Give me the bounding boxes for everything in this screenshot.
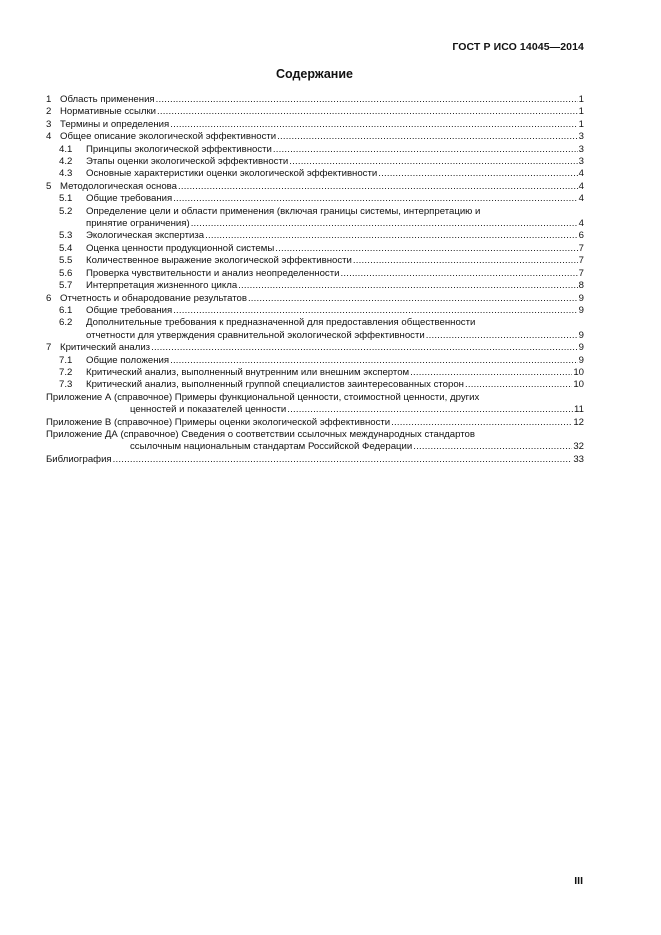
toc-entry-7[interactable] (46, 342, 584, 354)
toc-entry-6[interactable] (46, 293, 584, 305)
toc-entry-5[interactable] (46, 181, 584, 193)
toc-entry-title: Экологическая экспертиза (86, 230, 205, 242)
dot-leader (238, 280, 577, 292)
toc-entry-page: 33 (573, 453, 584, 465)
toc-entry-number: 2 (46, 106, 52, 118)
toc-entry-title: Общие положения (86, 354, 170, 366)
toc-entry-7-1[interactable] (46, 355, 584, 367)
toc-entry-title: Оценка ценности продукционной системы (86, 242, 275, 254)
toc-entry-number: 4.2 (59, 156, 73, 168)
toc-entry-number: 5.5 (59, 255, 73, 267)
dot-leader (157, 106, 578, 118)
toc-entry-title: Количественное выражение экологической эффективности (86, 255, 352, 267)
toc-entry-title: Отчетность и обнародование результатов (60, 292, 247, 304)
toc-entry-page: 7 (578, 242, 584, 254)
toc-entry-title-line1: Приложение А (справочное) Примеры функциональной ценности, стоимостной ценности, других (46, 391, 480, 403)
toc-appendix-da[interactable] (46, 429, 584, 454)
dot-leader (465, 379, 572, 391)
dot-leader (413, 441, 572, 453)
toc-entry-title: отчетности для утверждения сравнительной экологической эффективности (86, 329, 425, 341)
dot-leader (113, 454, 573, 466)
toc-entry-number: 5.4 (59, 242, 73, 254)
toc-entry-page: 6 (578, 230, 584, 242)
toc-entry-title: Этапы оценки экологической эффективности (86, 156, 289, 168)
toc-entry-number: 5.1 (59, 193, 73, 205)
dot-leader (170, 119, 577, 131)
toc-entry-page: 10 (573, 366, 584, 378)
toc-entry-number: 7 (46, 342, 52, 354)
dot-leader (277, 131, 578, 143)
toc-entry-number: 7.2 (59, 366, 73, 378)
dot-leader (340, 268, 577, 280)
page-number: III (574, 875, 583, 887)
toc-entry-4-1[interactable] (46, 144, 584, 156)
toc-entry-page: 9 (578, 354, 584, 366)
dot-leader (173, 193, 577, 205)
toc-entry-6-1[interactable] (46, 305, 584, 317)
page-title: Содержание (275, 67, 353, 81)
toc-entry-number: 5.6 (59, 267, 73, 279)
toc-entry-title: Библиография (46, 453, 112, 465)
dot-leader (378, 168, 577, 180)
dot-leader (151, 342, 578, 354)
dot-leader (426, 330, 578, 342)
toc-appendix-b[interactable] (46, 417, 584, 429)
dot-leader (273, 144, 578, 156)
toc-entry-page: 3 (578, 156, 584, 168)
toc-entry-title: Нормативные ссылки (60, 106, 157, 118)
dot-leader (156, 94, 578, 106)
document-header: ГОСТ Р ИСО 14045—2014 (452, 41, 584, 53)
toc-entry-number: 7.3 (59, 379, 73, 391)
toc-entry-number: 7.1 (59, 354, 73, 366)
toc-entry-5-7[interactable] (46, 280, 584, 292)
toc-entry-page: 10 (573, 379, 584, 391)
toc-appendix-a[interactable] (46, 392, 584, 417)
toc-entry-title: Методологическая основа (60, 180, 177, 192)
toc-entry-number: 4 (46, 131, 52, 143)
toc-entry-title-line1: Дополнительные требования к предназначенной для предоставления общественности (86, 317, 476, 329)
toc-entry-page: 11 (574, 404, 584, 416)
toc-entry-title: Термины и определения (60, 118, 170, 130)
toc-entry-5-4[interactable] (46, 243, 584, 255)
toc-entry-title: ссылочным национальным стандартам Российской Федерации (130, 441, 413, 453)
toc-entry-page: 7 (578, 267, 584, 279)
toc-entry-page: 4 (578, 168, 584, 180)
toc-entry-title: Общее описание экологической эффективности (60, 131, 277, 143)
toc-entry-4-2[interactable] (46, 156, 584, 168)
toc-entry-5-6[interactable] (46, 268, 584, 280)
toc-entry-number: 6.2 (59, 317, 73, 329)
toc-entry-3[interactable] (46, 119, 584, 131)
toc-entry-page: 8 (578, 280, 584, 292)
toc-entry-title: Интерпретация жизненного цикла (86, 280, 238, 292)
dot-leader (353, 255, 578, 267)
toc-entry-title: Проверка чувствительности и анализ неопределенности (86, 267, 340, 279)
toc-entry-page: 4 (578, 218, 584, 230)
toc-entry-page: 3 (578, 131, 584, 143)
toc-entry-4-3[interactable] (46, 168, 584, 180)
toc-entry-title: Критический анализ, выполненный внутренним или внешним экспертом (86, 366, 410, 378)
dot-leader (191, 218, 578, 230)
toc-entry-5-1[interactable] (46, 193, 584, 205)
toc-entry-title-line1: Определение цели и области применения (включая границы системы, интерпретацию и (86, 205, 481, 217)
dot-leader (170, 355, 578, 367)
toc-entry-page: 9 (578, 342, 584, 354)
dot-leader (173, 305, 577, 317)
toc-entry-7-3[interactable] (46, 379, 584, 391)
toc-entry-5-5[interactable] (46, 255, 584, 267)
table-of-contents (46, 94, 584, 466)
dot-leader (178, 181, 578, 193)
toc-entry-number: 5.3 (59, 230, 73, 242)
toc-entry-page: 4 (578, 180, 584, 192)
toc-entry-page: 9 (578, 304, 584, 316)
toc-entry-4[interactable] (46, 131, 584, 143)
dot-leader (289, 156, 577, 168)
toc-entry-title: Критический анализ, выполненный группой специалистов заинтересованных сторон (86, 379, 464, 391)
toc-entry-title-line1: Приложение ДА (справочное) Сведения о соответствии ссылочных международных стандартов (46, 428, 475, 440)
toc-entry-number: 4.1 (59, 143, 73, 155)
toc-entry-number: 4.3 (59, 168, 73, 180)
toc-entry-7-2[interactable] (46, 367, 584, 379)
toc-entry-title: Критический анализ (60, 342, 151, 354)
dot-leader (410, 367, 572, 379)
toc-entry-title: Область применения (60, 94, 155, 105)
toc-entry-title: Принципы экологической эффективности (86, 143, 272, 155)
toc-entry-number: 5.2 (59, 205, 73, 217)
toc-entry-title: Общие требования (86, 304, 173, 316)
toc-entry-page: 9 (578, 329, 584, 341)
toc-entry-number: 1 (46, 94, 52, 105)
toc-entry-5-2[interactable] (46, 206, 584, 231)
toc-bibliography[interactable] (46, 454, 584, 466)
toc-entry-number: 5 (46, 180, 52, 192)
toc-entry-title: Общие требования (86, 193, 173, 205)
toc-entry-2[interactable] (46, 106, 584, 118)
toc-entry-page: 1 (578, 106, 584, 118)
toc-entry-page: 12 (573, 416, 584, 428)
toc-entry-number: 6 (46, 292, 52, 304)
toc-entry-page: 3 (578, 143, 584, 155)
toc-entry-title: Приложение В (справочное) Примеры оценки экологической эффективности (46, 416, 391, 428)
toc-entry-page: 1 (578, 118, 584, 130)
toc-entry-number: 6.1 (59, 304, 73, 316)
dot-leader (205, 230, 578, 242)
toc-entry-number: 3 (46, 118, 52, 130)
dot-leader (248, 293, 578, 305)
toc-entry-page: 32 (573, 441, 584, 453)
toc-entry-title: Основные характеристики оценки экологической эффективности (86, 168, 378, 180)
toc-entry-title: принятие ограничения) (86, 218, 190, 230)
toc-entry-1[interactable] (46, 94, 584, 106)
toc-entry-page: 7 (578, 255, 584, 267)
toc-entry-page: 1 (578, 94, 584, 105)
toc-entry-page: 9 (578, 292, 584, 304)
toc-entry-title: ценностей и показателей ценности (130, 404, 287, 416)
toc-entry-number: 5.7 (59, 280, 73, 292)
dot-leader (391, 417, 572, 429)
dot-leader (287, 404, 573, 416)
toc-entry-5-3[interactable] (46, 230, 584, 242)
toc-entry-6-2[interactable] (46, 317, 584, 342)
toc-entry-page: 4 (578, 193, 584, 205)
dot-leader (275, 243, 577, 255)
